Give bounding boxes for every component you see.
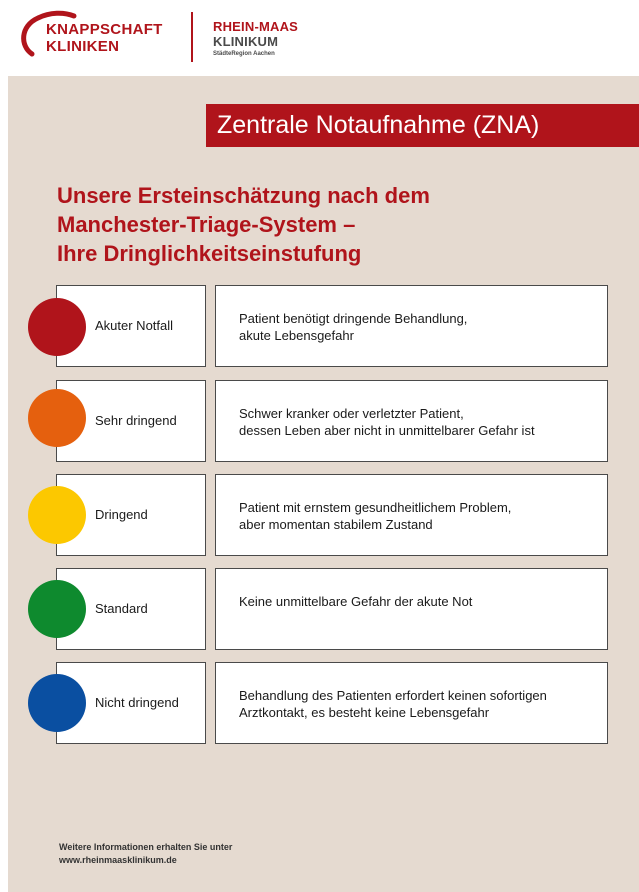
triage-label: Nicht dringend (95, 695, 179, 710)
header (0, 0, 639, 76)
triage-desc-line2: akute Lebensgefahr (239, 328, 354, 343)
triage-desc-line1: Patient benötigt dringende Behandlung, (239, 311, 468, 326)
triage-label: Sehr dringend (95, 413, 177, 428)
green-circle-icon (28, 580, 86, 638)
heading-line1: Unsere Ersteinschätzung nach dem (57, 183, 430, 208)
triage-label: Dringend (95, 507, 148, 522)
footer (59, 841, 232, 867)
heading-line3: Ihre Dringlichkeitseinstufung (57, 241, 362, 266)
yellow-circle-icon (28, 486, 86, 544)
footer-url: www.rheinmaasklinikum.de (59, 855, 177, 865)
triage-desc-line1: Keine unmittelbare Gefahr der akute Not (239, 594, 473, 609)
triage-desc-line2: Arztkontakt, es besteht keine Lebensgefahr (239, 705, 490, 720)
rheinmaas-line2: KLINIKUM (213, 34, 279, 49)
heading-line2: Manchester-Triage-System – (57, 212, 356, 237)
knappschaft-line2: KLINIKEN (46, 38, 120, 55)
page-title: Zentrale Notaufnahme (ZNA) (206, 104, 639, 147)
logo-divider (191, 12, 193, 62)
triage-desc-line1: Behandlung des Patienten erfordert keinen sofortigen (239, 688, 547, 703)
triage-desc-box (215, 662, 608, 744)
triage-label: Akuter Notfall (95, 318, 174, 333)
knappschaft-line1: KNAPPSCHAFT (46, 21, 163, 38)
triage-desc-box (215, 568, 608, 650)
triage-desc-line1: Schwer kranker oder verletzter Patient, (239, 406, 464, 421)
red-circle-icon (28, 298, 86, 356)
knappschaft-logo (18, 8, 183, 64)
rheinmaas-logo (213, 20, 333, 65)
triage-desc-box (215, 474, 608, 556)
rheinmaas-line1: RHEIN-MAAS (213, 19, 299, 34)
heading (57, 181, 577, 268)
triage-desc-box (215, 380, 608, 462)
footer-line1: Weitere Informationen erhalten Sie unter (59, 842, 233, 852)
triage-desc-line2: aber momentan stabilem Zustand (239, 517, 433, 532)
orange-circle-icon (28, 389, 86, 447)
triage-desc-box (215, 285, 608, 367)
triage-label: Standard (95, 601, 148, 616)
triage-desc-line2: dessen Leben aber nicht in unmittelbarer Gefahr ist (239, 423, 535, 438)
rheinmaas-line3: StädteRegion Aachen (213, 51, 275, 57)
triage-desc-line1: Patient mit ernstem gesundheitlichem Problem, (239, 500, 512, 515)
blue-circle-icon (28, 674, 86, 732)
